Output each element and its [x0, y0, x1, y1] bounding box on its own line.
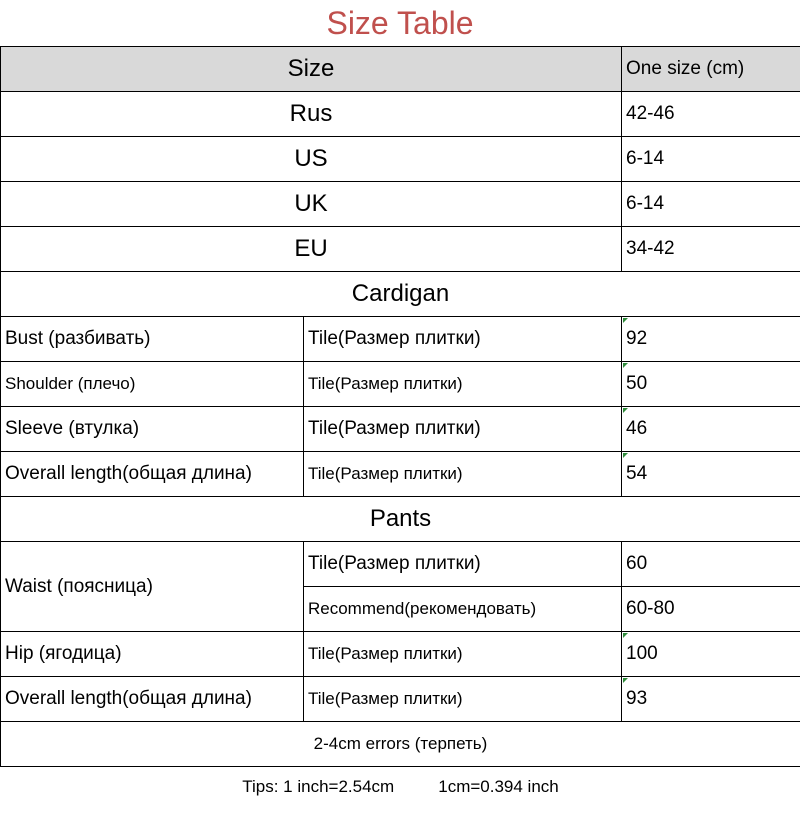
measure-value: 100: [622, 632, 800, 677]
header-size: Size: [1, 47, 622, 92]
cardigan-row-sleeve: [1, 407, 800, 452]
measure-label: Waist (поясница): [1, 542, 304, 632]
size-label: UK: [1, 182, 622, 227]
size-row-rus: [1, 92, 800, 137]
measure-type: Tile(Размер плитки): [304, 452, 622, 497]
size-label: Rus: [1, 92, 622, 137]
measure-label: Bust (разбивать): [1, 317, 304, 362]
measure-value: 93: [622, 677, 800, 722]
size-value: 42-46: [622, 92, 800, 137]
measure-value: 92: [622, 317, 800, 362]
measure-value: 60-80: [622, 587, 800, 632]
header-one-size: One size (cm): [622, 47, 800, 92]
pants-section-row: [1, 497, 800, 542]
measure-type: Tile(Размер плитки): [304, 542, 622, 587]
size-value: 6-14: [622, 182, 800, 227]
measure-type: Recommend(рекомендовать): [304, 587, 622, 632]
errors-row: [1, 722, 800, 767]
cardigan-row-shoulder: [1, 362, 800, 407]
size-row-us: [1, 137, 800, 182]
size-row-eu: [1, 227, 800, 272]
size-value: 6-14: [622, 137, 800, 182]
measure-value: 60: [622, 542, 800, 587]
measure-label: Sleeve (втулка): [1, 407, 304, 452]
measure-type: Tile(Размер плитки): [304, 317, 622, 362]
size-table: [0, 46, 800, 807]
size-label: US: [1, 137, 622, 182]
pants-row-hip: [1, 632, 800, 677]
cardigan-row-bust: [1, 317, 800, 362]
tips-inch: Tips: 1 inch=2.54cm: [242, 776, 395, 796]
pants-row-waist-tile: [1, 542, 800, 587]
measure-type: Tile(Размер плитки): [304, 632, 622, 677]
tips-cm: 1cm=0.394 inch: [438, 776, 559, 796]
measure-label: Overall length(общая длина): [1, 677, 304, 722]
measure-value: 54: [622, 452, 800, 497]
tips-row: [1, 767, 800, 807]
measure-label: Hip (ягодица): [1, 632, 304, 677]
size-row-uk: [1, 182, 800, 227]
measure-type: Tile(Размер плитки): [304, 407, 622, 452]
pants-row-overall-length: [1, 677, 800, 722]
size-table-title: Size Table: [326, 4, 474, 41]
cardigan-section-row: [1, 272, 800, 317]
measure-type: Tile(Размер плитки): [304, 362, 622, 407]
pants-section-title: Pants: [1, 497, 800, 542]
measure-value: 46: [622, 407, 800, 452]
measure-value: 50: [622, 362, 800, 407]
size-label: EU: [1, 227, 622, 272]
cardigan-row-overall-length: [1, 452, 800, 497]
measure-label: Overall length(общая длина): [1, 452, 304, 497]
cardigan-section-title: Cardigan: [1, 272, 800, 317]
header-row: [1, 47, 800, 92]
measure-type: Tile(Размер плитки): [304, 677, 622, 722]
errors-note: 2-4cm errors (терпеть): [1, 722, 800, 767]
size-value: 34-42: [622, 227, 800, 272]
tips-cell: [1, 767, 800, 807]
measure-label: Shoulder (плечо): [1, 362, 304, 407]
